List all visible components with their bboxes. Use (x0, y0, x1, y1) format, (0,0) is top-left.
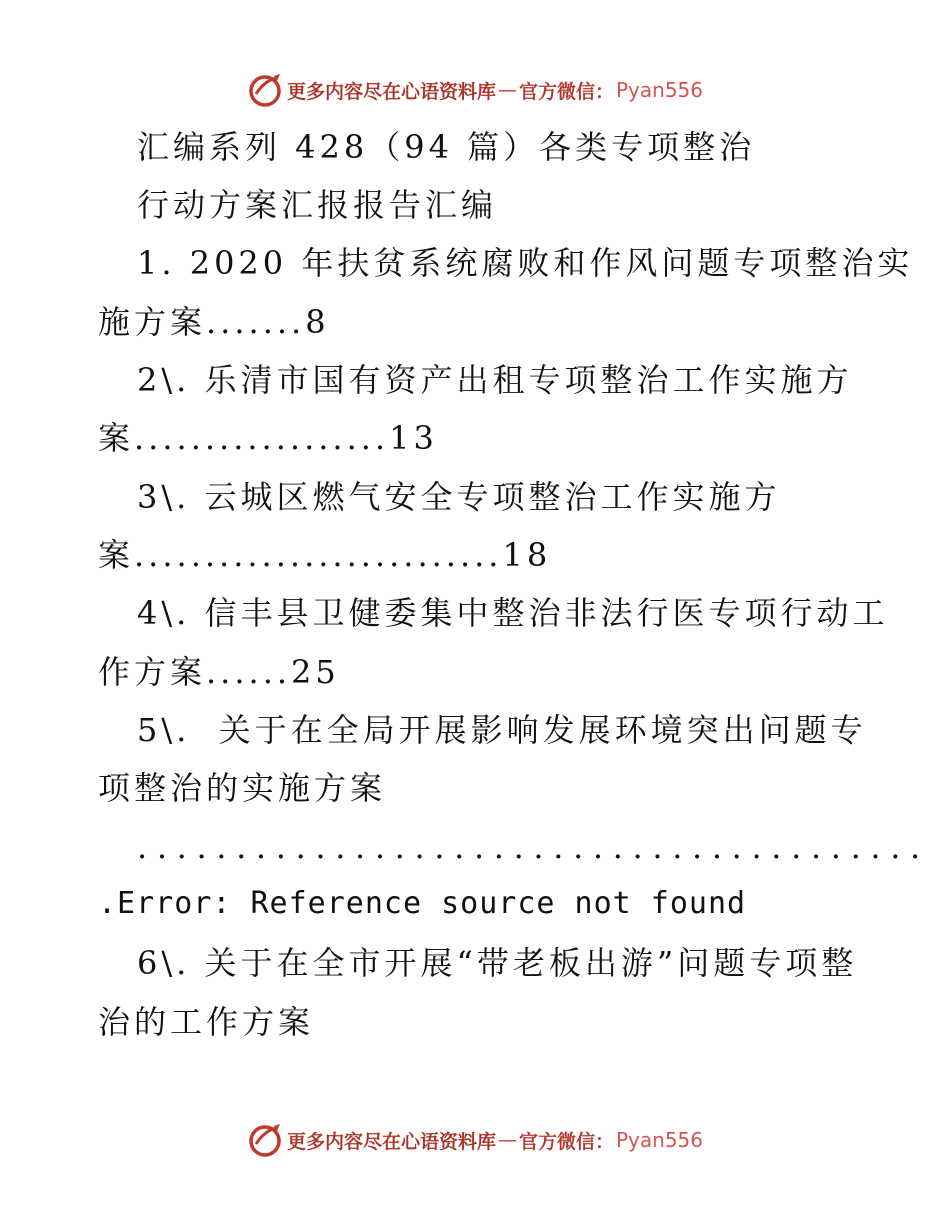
toc-item-1-line-1: 1. 2020 年扶贫系统腐败和作风问题专项整治实 (137, 244, 914, 282)
doc-title-line-2: 行动方案汇报报告汇编 (137, 186, 498, 224)
toc-item-6-line-1: 6\. 关于在全市开展“带老板出游”问题专项整 (137, 944, 858, 982)
toc-item-6-line-2: 治的工作方案 (98, 1003, 315, 1041)
watermark-handle: Pyan556 (616, 78, 704, 102)
brand-logo-icon (247, 1122, 283, 1158)
watermark-banner-bottom (0, 1120, 950, 1160)
toc-item-5-line-1: 5\. 关于在全局开展影响发展环境突出问题专 (137, 711, 867, 749)
watermark-separator: — (497, 1129, 517, 1151)
watermark-separator: — (497, 79, 517, 101)
brand-logo-icon (247, 72, 283, 108)
toc-item-5-error-text: .Error: Reference source not found (98, 886, 747, 921)
toc-item-5-leader-dots: ........................................ (137, 828, 930, 866)
toc-item-2-line-1: 2\. 乐清市国有资产出租专项整治工作实施方 (137, 361, 853, 399)
watermark-brand: 更多内容尽在心语资料库 (286, 1130, 496, 1153)
watermark-handle: Pyan556 (616, 1128, 704, 1152)
watermark-brand: 更多内容尽在心语资料库 (286, 80, 496, 103)
watermark-banner-top (0, 70, 950, 110)
toc-item-3-line-2: 案..........................18 (98, 536, 552, 574)
toc-item-2-line-2: 案..................13 (98, 419, 438, 457)
toc-item-1-line-2: 施方案.......8 (98, 303, 330, 341)
doc-title-line-1: 汇编系列 428（94 篇）各类专项整治 (137, 128, 756, 166)
watermark-wechat-label: 官方微信： (518, 1130, 614, 1153)
watermark-wechat-label: 官方微信： (518, 80, 614, 103)
toc-item-3-line-1: 3\. 云城区燃气安全专项整治工作实施方 (137, 478, 781, 516)
toc-item-4-line-1: 4\. 信丰县卫健委集中整治非法行医专项行动工 (137, 594, 889, 632)
toc-item-5-line-2: 项整治的实施方案 (98, 769, 387, 807)
toc-item-4-line-2: 作方案......25 (98, 653, 340, 691)
